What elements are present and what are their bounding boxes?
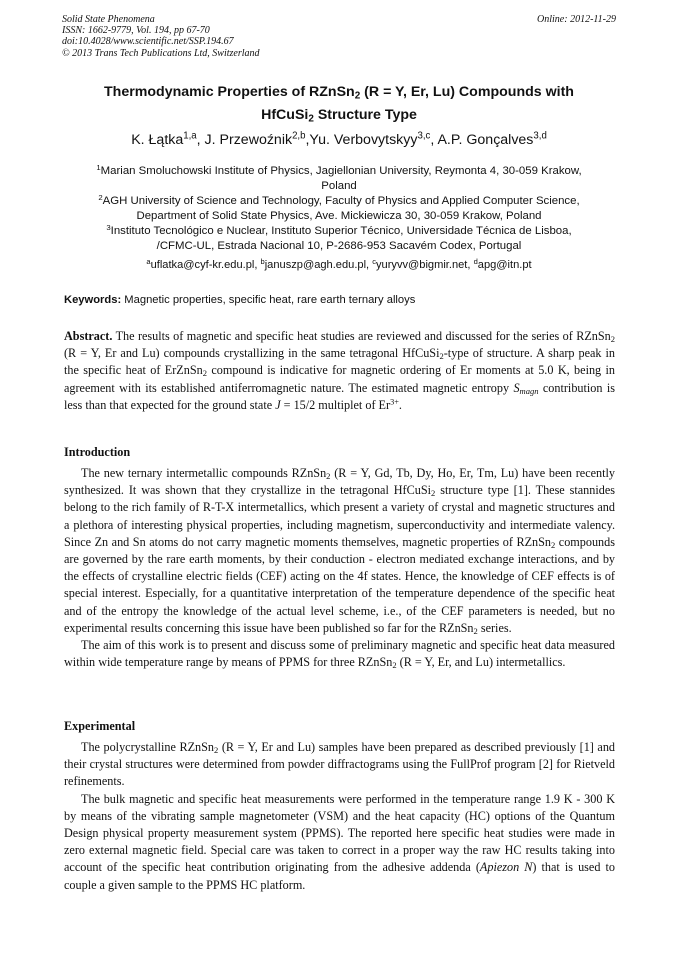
- affiliation-2-cont: Department of Solid State Physics, Ave. Mickiewicza 30, 30-059 Krakow, Poland: [136, 210, 542, 222]
- abstract-paragraph: Abstract. The results of magnetic and specific heat studies are reviewed and discussed for the series of RZnSn$_2$ (R = Y, Er and Lu) compounds crystallizing in the same tetragonal HfCuSi$_2$-type of structure. A sharp peak in the specific heat of ErZnSn$_2$ compound is indicative for magnetic ordering of Er moments at 5.0 K, being in agreement with its established antiferromagnetic nature. The estimated magnetic entropy $S_{magn}$ contribution is less than that expected for the ground state J = 15/2 multiplet of $Er^{3+}$.: [64, 329, 616, 412]
- affiliation-2: $^2$AGH University of Science and Technology, Faculty of Physics and Applied Computer Science,: [98, 192, 580, 207]
- email[interactable]: $^a$uflatka@cyf-kr.edu.pl: [146, 256, 255, 271]
- journal-name: Solid State Phenomena: [62, 14, 155, 25]
- running-header: [62, 14, 616, 59]
- email[interactable]: $^c$yuryvv@bigmir.net: [372, 256, 468, 271]
- copyright-line: © 2013 Trans Tech Publications Ltd, Switzerland: [62, 47, 260, 59]
- online-date: Online: 2012-11-29: [537, 14, 616, 25]
- affiliation-1: $^1$Marian Smoluchowski Institute of Physics, Jagiellonian University, Reymonta 4, 30-059 Krakow,: [96, 162, 582, 177]
- introduction-body: [64, 465, 615, 671]
- abstract: [64, 328, 615, 414]
- section-heading-introduction: Introduction: [64, 445, 131, 459]
- affiliation-3-cont: /CFMC-UL, Estrada Nacional 10, P-2686-953 Sacavém Codex, Portugal: [156, 240, 522, 252]
- author-list: [40, 131, 638, 149]
- title-line-1: Thermodynamic Properties of RZnSn$_2$ (R = Y, Er, Lu) Compounds with: [104, 84, 574, 102]
- paper-title: [50, 81, 628, 127]
- keywords-text: Magnetic properties, specific heat, rare earth ternary alloys: [121, 294, 416, 306]
- author: K. Łątka$^{1,a}$,: [131, 130, 205, 148]
- author: J. Przewoźnik$^{2,b}$,: [204, 130, 310, 148]
- title-line-2: HfCuSi$_2$ Structure Type: [261, 107, 417, 125]
- affiliation-3: $^3$Instituto Tecnológico e Nuclear, Instituto Superior Técnico, Universidade Técnica de Lisboa,: [106, 222, 572, 237]
- keywords: [64, 293, 614, 307]
- affiliations: [58, 164, 620, 254]
- intro-paragraph-2: The aim of this work is to present and discuss some of preliminary magnetic and specific heat data measured within wide temperature range by means of PPMS for three RZnSn$_2$ (R = Y, Er, and Lu) intermetallics.: [64, 638, 615, 671]
- author: A.P. Gonçalves$^{3,d}$: [437, 130, 547, 148]
- affiliation-1-cont: Poland: [321, 180, 357, 192]
- experimental-paragraph-1: The polycrystalline RZnSn$_2$ (R = Y, Er and Lu) samples have been prepared as described previously [1] and their crystal structures were determined from powder diffractograms using the FullProf program [2] for Rietveld refinements.: [64, 740, 616, 789]
- abstract-label: Abstract.: [64, 329, 113, 343]
- author: Yu. Verbovytskyy$^{3,c}$,: [309, 130, 438, 148]
- experimental-paragraph-2: The bulk magnetic and specific heat measurements were performed in the temperature range 1.9 K - 300 K by means of the vibrating sample magnetometer (VSM) and the heat capacity (HC) options of the Quantum Design physical property measurement system (PPMS). The reported here specific heat studies were made in zero external magnetic field. Special care was taken to correct in a proper way the raw HC results taking into account of the specific heat contribution originating from the adhesive addenda (Apiezon N) that is used to couple a given sample to the PPMS HC platform.: [64, 791, 615, 892]
- doi-line: doi:10.4028/www.scientific.net/SSP.194.67: [62, 36, 234, 48]
- issn-line: ISSN: 1662-9779, Vol. 194, pp 67-70: [62, 25, 210, 37]
- keywords-label: Keywords:: [64, 294, 122, 306]
- intro-paragraph-1: The new ternary intermetallic compounds RZnSn$_2$ (R = Y, Gd, Tb, Dy, Ho, Er, Tm, Lu) have been recently synthesized. It was shown that they crystallize in the tetragonal HfCuSi$_2$ structure type [1]. These stannides belong to the rich family of R-T-X intermetallics, which present a variety of crystal and magnetic structures and a plethora of interesting physical properties, including magnetism, superconductivity and intermediate valency. Since Zn and Sn atoms do not carry magnetic moments themselves, magnetic properties of RZnSn$_2$ compounds are governed by the rare earth moments, by their conduction - electron mediated exchange interactions, and by the effects of crystalline electric fields (CEF) acting on the 4f states. Hence, the knowledge of CEF effects is of special interest. Especially, for a quantitative interpretation of the temperature dependence of the specific heat and of the entropy the knowledge of the actual level scheme, i.e., of the CEF parameters is needed, but no experimental results concerning this issue have been published so far for the RZnSn$_2$ series.: [64, 466, 615, 636]
- email[interactable]: $^b$januszp@agh.edu.pl: [260, 256, 367, 271]
- section-heading-experimental: Experimental: [64, 719, 136, 733]
- email[interactable]: $^d$apg@itn.pt: [473, 256, 532, 271]
- experimental-body: [64, 739, 615, 894]
- email-list: $^a$uflatka@cyf-kr.edu.pl, $^b$januszp@agh.edu.pl, $^c$yuryvv@bigmir.net, $^d$apg@itn.pt: [146, 256, 532, 271]
